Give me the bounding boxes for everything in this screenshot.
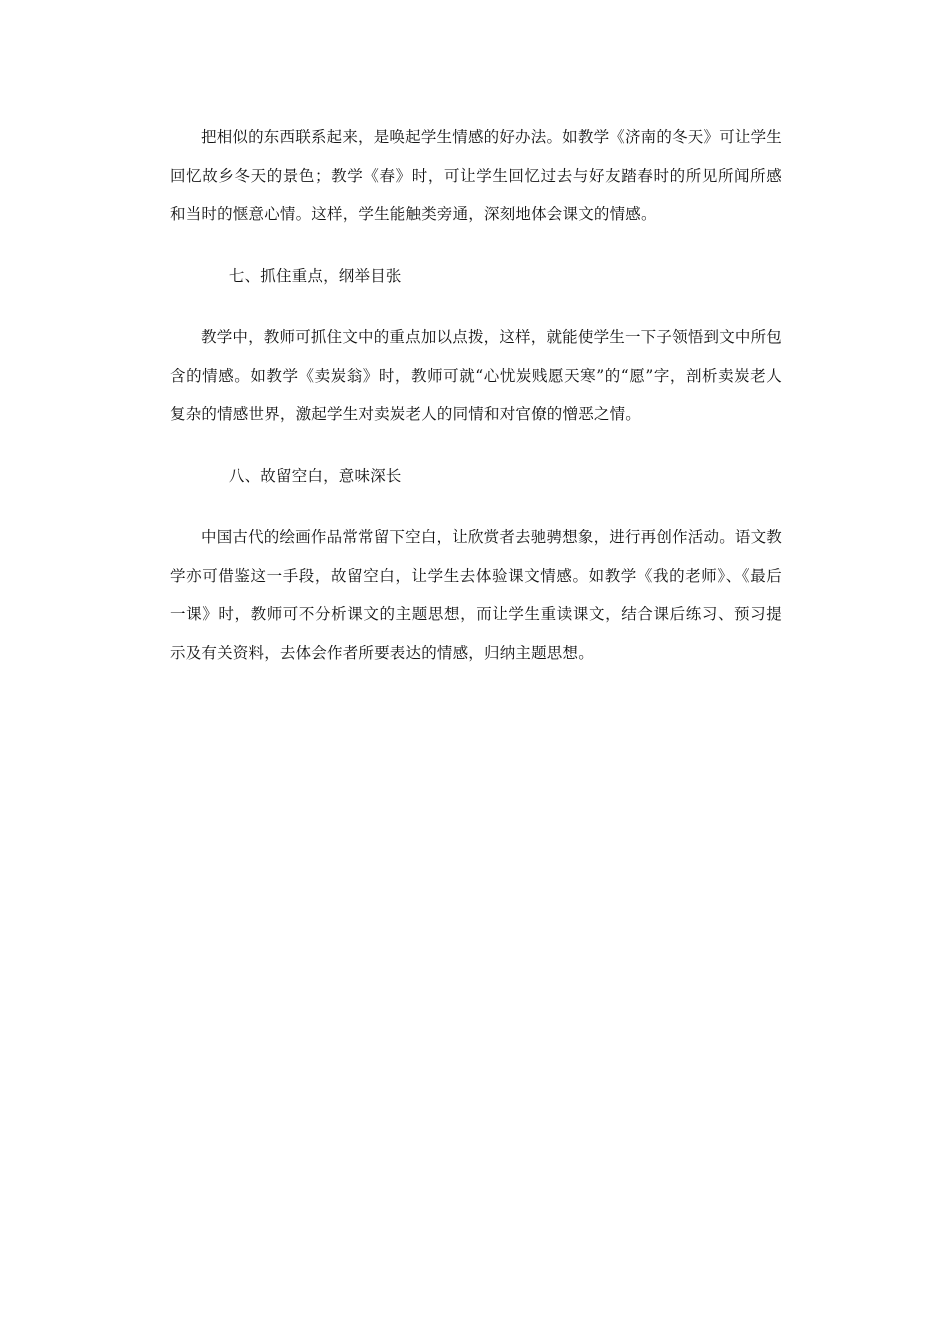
spacer [170, 234, 782, 257]
section-heading-7: 七、抓住重点，纲举目张 [228, 266, 402, 285]
spacer [170, 434, 782, 457]
paragraph-association: 把相似的东西联系起来，是唤起学生情感的好办法。如教学《济南的冬天》可让学生回忆故乡冬天的景色；教学《春》时，可让学生回忆过去与好友踏春时的所见所闻所感和当时的惬意心情。这样，学生能触类旁通，深刻地体会课文的情感。 [170, 128, 782, 223]
spacer [170, 295, 782, 318]
section-heading-8: 八、故留空白，意味深长 [228, 466, 402, 485]
paragraph-blank-space: 中国古代的绘画作品常常留下空白，让欣赏者去驰骋想象，进行再创作活动。语文教学亦可借鉴这一手段，故留空白，让学生去体验课文情感。如教学《我的老师》、《最后一课》时，教师可不分析课文的主题思想，而让学生重读课文，结合课后练习、预习提示及有关资料，去体会作者所要表达的情感，归纳主题思想。 [170, 528, 782, 662]
spacer [170, 495, 782, 518]
paragraph-key-points: 教学中，教师可抓住文中的重点加以点拨，这样，就能使学生一下子领悟到文中所包含的情感。如教学《卖炭翁》时，教师可就“心忧炭贱愿天寒”的“愿”字，剖析卖炭老人复杂的情感世界，激起学生对卖炭老人的同情和对官僚的憎恶之情。 [170, 328, 782, 423]
document-body [170, 118, 782, 672]
